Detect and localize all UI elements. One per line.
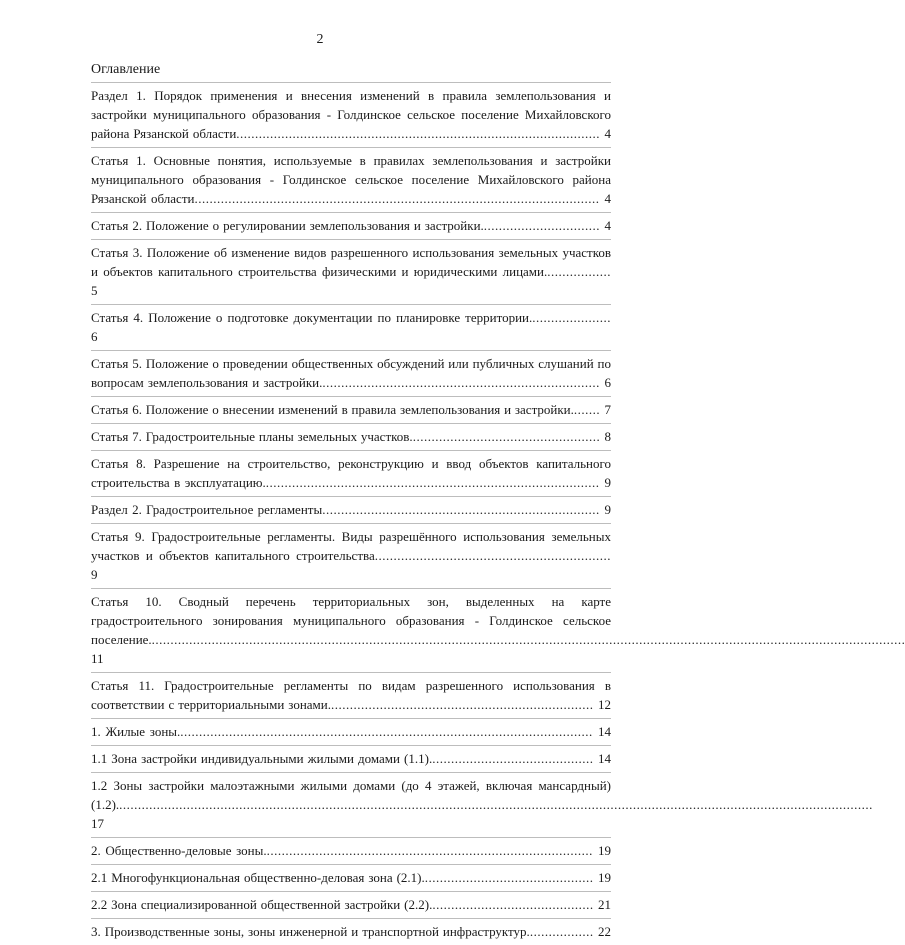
dot-leader: ............................................. — [424, 870, 599, 885]
dot-leader: ....................................................................................... — [266, 843, 599, 858]
toc-entry[interactable] — [91, 212, 611, 239]
toc-entry-text: Статья 6. Положение о внесении изменений в правила землепользования и застройки. — [91, 402, 574, 417]
toc-entry-text: Статья 3. Положение об изменение видов разрешенного использования земельных участков и объектов капитального строительства физическими и юридическими лицами. — [91, 245, 611, 279]
toc-entry-text: 2.2 Зона специализированной общественной застройки (2.2). — [91, 897, 433, 912]
toc-entry[interactable] — [91, 918, 611, 945]
dot-leader: ....... — [573, 402, 605, 417]
toc-entry-text: 3. Производственные зоны, зоны инженерной и транспортной инфраструктур. — [91, 924, 530, 939]
toc-entry-page: 17 — [91, 816, 104, 831]
page-number: 2 — [316, 32, 324, 47]
toc-entry[interactable] — [91, 864, 611, 891]
toc-entry-page: 9 — [91, 567, 98, 582]
toc-entry-text: Статья 7. Градостроительные планы земельных участков. — [91, 429, 413, 444]
dot-leader: .............................................................................................................. — [180, 724, 598, 739]
toc-entry-page: 9 — [604, 502, 611, 517]
toc-entry-text: Статья 2. Положение о регулировании землепользования и застройки. — [91, 218, 484, 233]
toc-entry-page: 19 — [598, 843, 612, 858]
table-of-contents — [91, 61, 905, 945]
toc-entry[interactable] — [91, 396, 611, 423]
toc-entry[interactable] — [91, 304, 611, 350]
dot-leader: ......................................................................................... — [265, 475, 605, 490]
toc-entry-page: 5 — [91, 283, 98, 298]
toc-entry[interactable] — [91, 523, 611, 588]
toc-entry-page: 22 — [598, 924, 612, 939]
dot-leader: .......................................................................... — [322, 502, 605, 517]
toc-entry-text: Статья 11. Градостроительные регламенты по видам разрешенного использования в соответствии с территориальными зонами. — [91, 678, 611, 712]
toc-entry-text: Статья 9. Градостроительные регламенты. Виды разрешённого использования земельных участков и объектов капитального строительства — [91, 529, 611, 563]
toc-entry[interactable] — [91, 672, 611, 718]
toc-entry[interactable] — [91, 588, 905, 672]
toc-entry-text: 2.1 Многофункциональная общественно-деловая зона (2.1). — [91, 870, 425, 885]
toc-entry[interactable] — [91, 891, 611, 918]
toc-entry-page: 21 — [598, 897, 611, 912]
toc-entry[interactable] — [91, 496, 611, 523]
toc-entry[interactable] — [91, 82, 611, 147]
dot-leader: ..................... — [532, 310, 611, 325]
dot-leader: ........................................... — [432, 897, 598, 912]
toc-entry-page: 4 — [604, 191, 612, 206]
toc-entry-page: 12 — [598, 697, 611, 712]
dot-leader: ......................................................................................................................................................................................................... — [119, 797, 873, 812]
toc-entry[interactable] — [91, 239, 611, 304]
toc-entry-page: 4 — [604, 126, 612, 141]
toc-entry-page: 7 — [604, 402, 611, 417]
toc-entry[interactable] — [91, 718, 611, 745]
toc-entry-text: 1.1 Зона застройки индивидуальными жилыми домами (1.1). — [91, 751, 433, 766]
toc-entry[interactable] — [91, 745, 611, 772]
dot-leader: ...................................................................... — [331, 697, 598, 712]
dot-leader: ................. — [529, 924, 599, 939]
toc-entry[interactable] — [91, 450, 611, 496]
toc-entry-text: Статья 5. Положение о проведении общественных обсуждений или публичных слушаний по вопросам землепользования и застройки. — [91, 356, 611, 390]
toc-entries — [91, 82, 905, 945]
toc-entry-page: 14 — [598, 724, 611, 739]
toc-entry[interactable] — [91, 350, 611, 396]
toc-entry-text: Статья 4. Положение о подготовке документации по планировке территории. — [91, 310, 533, 325]
toc-entry-page: 11 — [91, 651, 104, 666]
toc-entry[interactable] — [91, 837, 611, 864]
dot-leader: ................................................................................................. — [236, 126, 605, 141]
dot-leader: ........................................... — [432, 751, 599, 766]
toc-entry-page: 8 — [604, 429, 611, 444]
toc-entry-page: 4 — [604, 218, 612, 233]
toc-entry[interactable] — [91, 772, 873, 837]
dot-leader: ......................................................................................................................................................................................................... — [151, 632, 905, 647]
toc-entry-text: Статья 1. Основные понятия, используемые в правилах землепользования и застройки муниципального образования - Голдинское сельское поселение Михайловского района Рязанской области — [91, 153, 611, 206]
toc-entry-page: 14 — [598, 751, 612, 766]
toc-entry-text: Статья 10. Сводный перечень территориальных зон, выделенных на карте градостроительного зонирования муниципального образования - Голдинское сельское поселение. — [91, 594, 611, 647]
dot-leader: ............................................................................................................ — [194, 191, 605, 206]
dot-leader: ............................................................... — [374, 548, 611, 563]
dot-leader: .................................................. — [412, 429, 605, 444]
toc-entry[interactable] — [91, 147, 611, 212]
toc-entry-page: 9 — [604, 475, 611, 490]
toc-entry-text: Раздел 2. Градостроительное регламенты — [91, 502, 323, 517]
toc-entry-text: 1. Жилые зоны. — [91, 724, 181, 739]
toc-entry-text: Статья 8. Разрешение на строительство, реконструкцию и ввод объектов капитального строительства в эксплуатацию. — [91, 456, 611, 490]
toc-title: Оглавление — [91, 62, 161, 77]
dot-leader: .......................................................................... — [322, 375, 605, 390]
toc-entry[interactable] — [91, 423, 611, 450]
toc-entry-text: Раздел 1. Порядок применения и внесения изменений в правила землепользования и застройки муниципального образования - Голдинское сельское поселение Михайловского района Рязанской области — [91, 88, 611, 141]
toc-entry-page: 6 — [604, 375, 611, 390]
toc-entry-text: 2. Общественно-деловые зоны. — [91, 843, 267, 858]
dot-leader: ............................... — [483, 218, 605, 233]
toc-entry-page: 6 — [91, 329, 98, 344]
toc-entry-page: 19 — [598, 870, 612, 885]
dot-leader: ................. — [547, 264, 611, 279]
toc-entry-text: 1.2 Зоны застройки малоэтажными жилыми домами (до 4 этажей, включая мансардный) (1.2). — [91, 778, 611, 812]
